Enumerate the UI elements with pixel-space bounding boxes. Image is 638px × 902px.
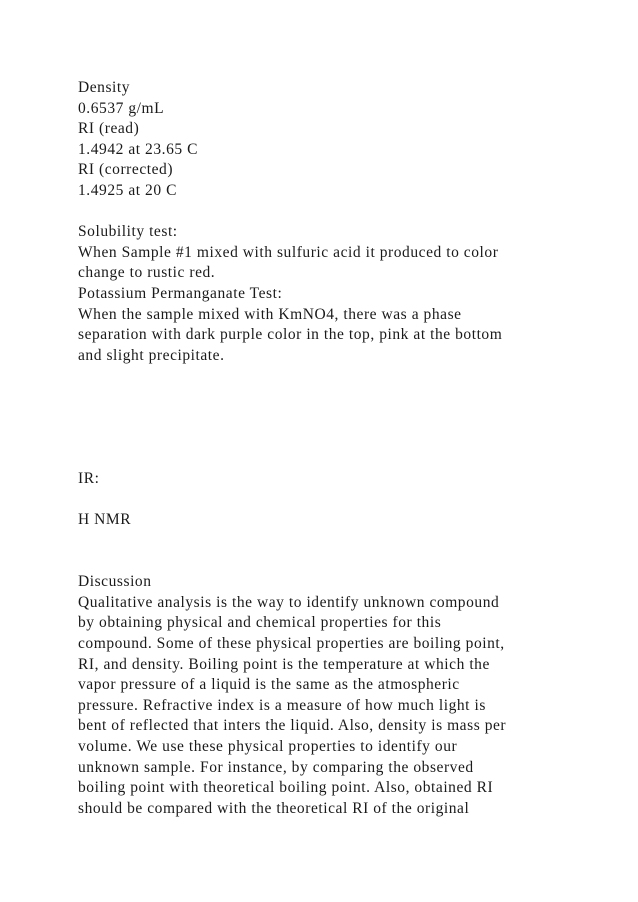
spacer [78, 490, 568, 511]
density-label: Density [78, 79, 131, 96]
ir-label: IR: [78, 470, 100, 488]
spacer [78, 428, 568, 449]
discussion-line: should be compared with the theoretical RI of the original [78, 799, 470, 817]
discussion-line: Qualitative analysis is the way to identify unknown compound [78, 593, 500, 611]
spacer [78, 202, 568, 223]
ri-read-label: RI (read) [78, 120, 140, 138]
document-body [78, 78, 568, 819]
discussion-line: compound. Some of these physical properties are boiling point, [78, 635, 505, 653]
permanganate-line: When the sample mixed with KmNO4, there was a phase [78, 305, 462, 323]
ri-corrected-value: 1.4925 at 20 C [78, 181, 177, 199]
permanganate-heading: Potassium Permanganate Test: [78, 284, 283, 302]
density-value: 0.6537 g/mL [78, 99, 165, 117]
discussion-line: pressure. Refractive index is a measure of how much light is [78, 696, 486, 714]
solubility-line: change to rustic red. [78, 264, 216, 282]
permanganate-line: separation with dark purple color in the top, pink at the bottom [78, 326, 503, 344]
discussion-line: unknown sample. For instance, by comparing the observed [78, 758, 474, 776]
ri-corrected-label: RI (corrected) [78, 161, 174, 179]
solubility-heading: Solubility test: [78, 223, 178, 241]
spacer [78, 531, 568, 552]
discussion-line: vapor pressure of a liquid is the same as the atmospheric [78, 676, 460, 694]
spacer [78, 366, 568, 387]
spacer [78, 387, 568, 408]
ri-read-value: 1.4942 at 23.65 C [78, 140, 198, 158]
discussion-line: boiling point with theoretical boiling point. Also, obtained RI [78, 779, 494, 797]
spacer [78, 449, 568, 470]
discussion-heading: Discussion [78, 573, 152, 591]
spacer [78, 552, 568, 573]
solubility-line: When Sample #1 mixed with sulfuric acid it produced to color [78, 243, 499, 261]
discussion-line: RI, and density. Boiling point is the temperature at which the [78, 655, 490, 673]
discussion-line: volume. We use these physical properties to identify our [78, 738, 458, 755]
discussion-line: by obtaining physical and chemical properties for this [78, 614, 442, 632]
permanganate-line: and slight precipitate. [78, 346, 225, 364]
hnmr-label: H NMR [78, 511, 132, 529]
spacer [78, 408, 568, 429]
discussion-line: bent of reflected that inters the liquid. Also, density is mass per [78, 717, 507, 735]
